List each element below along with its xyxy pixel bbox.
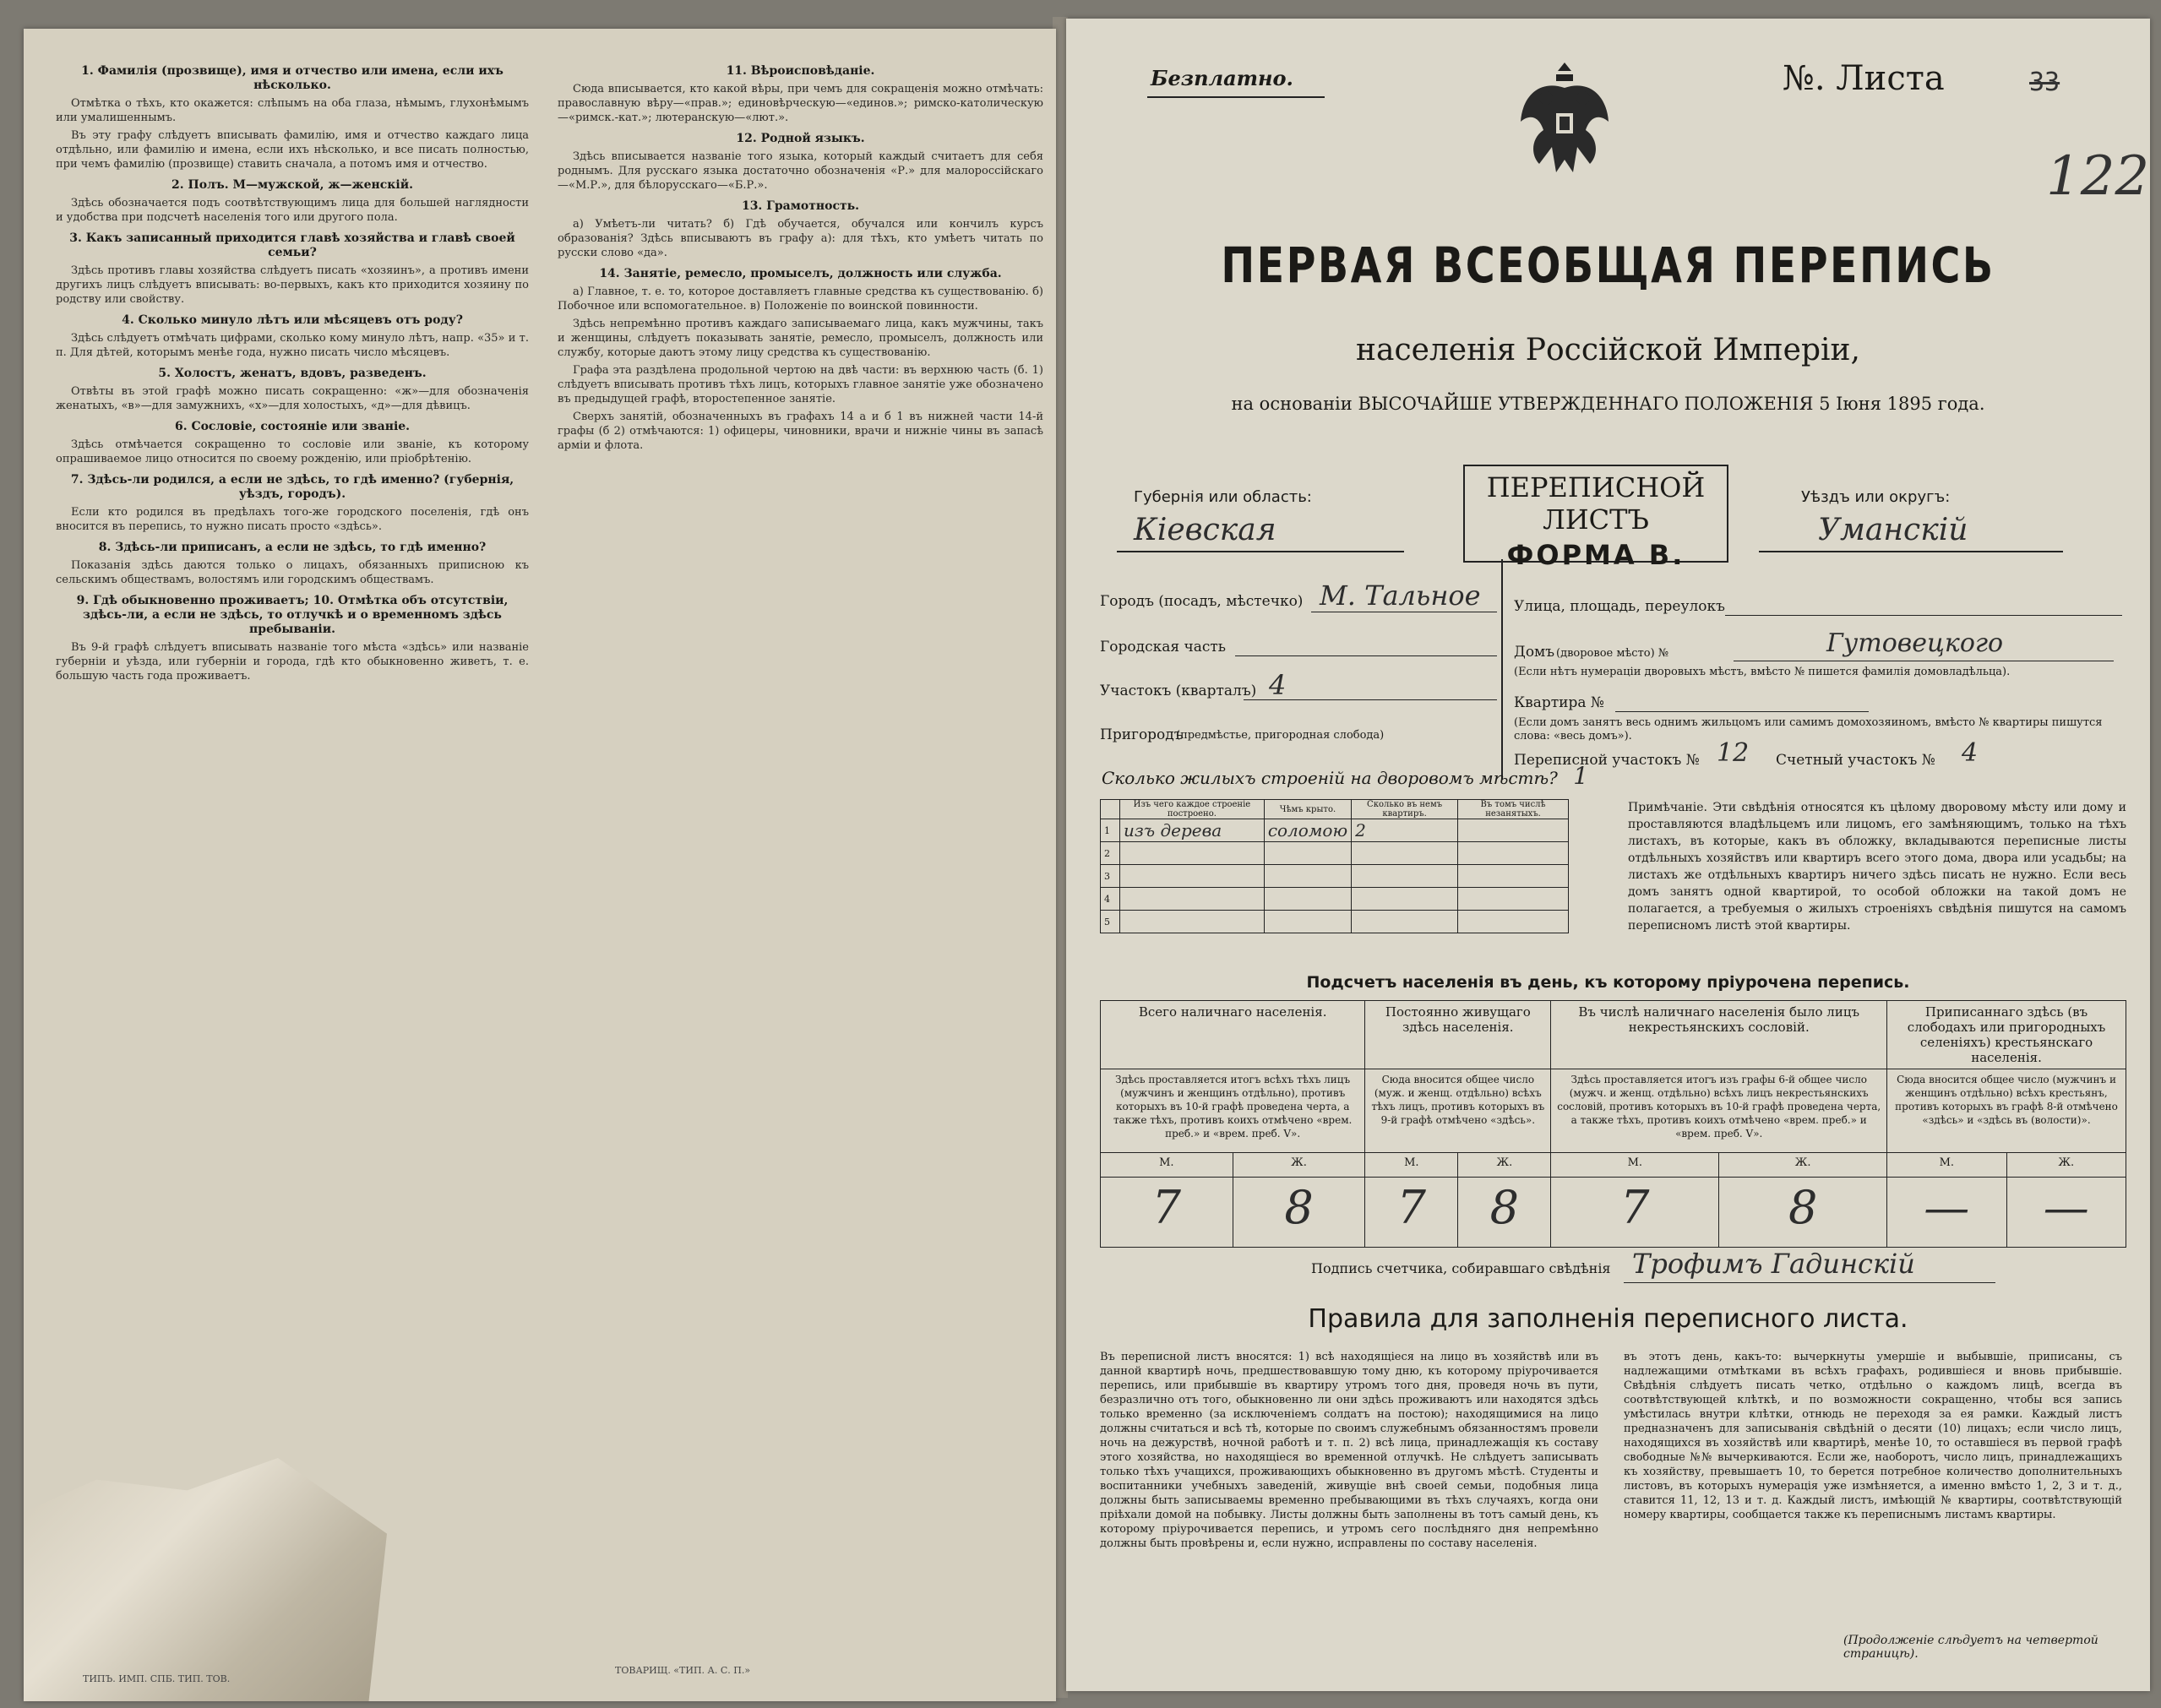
count-col-peasant-desc: Сюда вносится общее число (мужчинъ и женщинъ отдѣльно) всѣхъ крестьянъ, противъ которыхъ въ графѣ 8-й отмѣчено «здѣсь» и «здѣсь въ (волости)». (1887, 1069, 2126, 1153)
instruction-paragraph: Въ эту графу слѣдуетъ вписывать фамилію, имя и отчество каждаго лица отдѣльно, или фамилію и имена, если ихъ нѣсколько, и все писать полностью, при чемъ фамилію (прозвище) ставить сначала, а потомъ имя и отчество. (56, 129, 529, 171)
instruction-paragraph: Показанія здѣсь даются только о лицахъ, обязанныхъ приписною къ сельскимъ обществамъ, волостямъ или городскимъ обществамъ. (56, 559, 529, 586)
rules-text-column-b: въ этотъ день, какъ-то: вычеркнуты умершіе и выбывшіе, приписаны, съ надлежащими отмѣтками въ всѣхъ графахъ, родившіеся и вновь прибывшіе. Свѣдѣнія слѣдуетъ писать четко, отдѣльно о каждомъ лицѣ, всегда въ соотвѣтствующей клѣткѣ, и по возможности сокращенно, чтобы вся запись умѣстилась внутри клѣтки, отнюдь не переходя за ея рамки. Каждый листъ предназначенъ для записыванія свѣдѣній о десяти (10) лицахъ; если число лицъ, находящихся въ хозяйствѣ или квартирѣ, менѣе 10, то оставшіеся въ первой графѣ свободные №№ вычеркиваются. Если же, наоборотъ, число лицъ, принадлежащихъ къ хозяйству, превышаетъ 10, то берется потребное количество дополнительныхъ листовъ, въ которыхъ нумерація уже измѣняется, а именно вмѣсто 1, 2, 3 и т. д., ставится 11, 12, 13 и т. д. Каждый листъ, имѣющій № квартиры, соотвѣтствующій номеру квартиры, сообщается также къ переписнымъ листамъ квартиры. (1624, 1351, 2122, 1521)
male-label: М. (1365, 1153, 1458, 1178)
house-note: (дворовое мѣсто) № (1556, 647, 1669, 660)
section-label: Участокъ (кварталъ) (1100, 683, 1257, 699)
left-page-instructions (24, 29, 1056, 1701)
form-title: ПЕРЕПИСНОЙ ЛИСТЪ (1486, 471, 1706, 536)
instruction-heading: 12. Родной языкъ. (736, 132, 865, 145)
dwelling-row (1101, 911, 1569, 933)
dwelling-cell-material (1120, 888, 1265, 911)
dwelling-cell-n: 2 (1101, 842, 1120, 865)
dwelling-cell-apts (1352, 911, 1458, 933)
count-col-non-peasant-head: Въ числѣ наличнаго населенія было лицъ некрестьянскихъ сословій. (1551, 1001, 1887, 1069)
total-male-value: 7 (1101, 1178, 1233, 1248)
dwelling-cell-roof: соломою (1264, 819, 1351, 842)
rules-title: Правила для заполненія переписного листа. (1308, 1304, 1908, 1334)
town-value: М. Тальное (1320, 579, 1481, 612)
instruction-heading: 3. Какъ записанный приходится главѣ хозяйства и главѣ своей семьи? (69, 231, 515, 259)
apartment-underline (1615, 711, 1869, 712)
instruction-paragraph: Здѣсь отмѣчается сокращенно то сословіе или званіе, къ которому опрашиваемое лицо относится по своему рожденію, или пріобрѣтенію. (56, 438, 529, 465)
census-subtitle: населенія Россійской Имперіи, (1356, 333, 1860, 367)
legal-basis-line: на основаніи ВЫСОЧАЙШЕ УТВЕРЖДЕННАГО ПОЛОЖЕНІЯ 5 Іюня 1895 года. (1231, 394, 1985, 414)
dwelling-cell-empty (1458, 888, 1569, 911)
instruction-heading: 11. Вѣроисповѣданіе. (726, 64, 875, 78)
house-label: Домъ (1514, 644, 1555, 661)
dwelling-cell-empty (1458, 865, 1569, 888)
dwelling-cell-material (1120, 842, 1265, 865)
enumerator-signature-label: Подпись счетчика, собиравшаго свѣдѣнія (1311, 1260, 1611, 1276)
dwelling-cell-empty (1458, 842, 1569, 865)
count-col-permanent-head: Постоянно живущаго здѣсь населенія. (1365, 1001, 1551, 1069)
town-part-label: Городская часть (1100, 639, 1227, 655)
instructions-column-b (558, 57, 1043, 456)
dwelling-cell-material: изъ дерева (1120, 819, 1265, 842)
dwelling-cell-n: 1 (1101, 819, 1120, 842)
instruction-paragraph: а) Умѣетъ-ли читать? б) Гдѣ обучается, обучался или кончилъ курсъ образованія? Здѣсь вписываютъ въ графу а): для тѣхъ, кто умѣетъ читать по русски слово «да». (558, 218, 1043, 259)
suburb-label: Пригородъ (1100, 726, 1184, 743)
dwelling-table (1100, 799, 1569, 933)
male-label: М. (1887, 1153, 2006, 1178)
female-label: Ж. (1719, 1153, 1887, 1178)
instruction-heading: 1. Фамилія (прозвище), имя и отчество или имена, если ихъ нѣсколько. (81, 64, 504, 92)
instruction-paragraph: Здѣсь обозначается подъ соотвѣтствующимъ лица для большей наглядности и удобства при подсчетѣ населенія того или другого пола. (56, 197, 529, 224)
instruction-paragraph: Если кто родился въ предѣлахъ того-же городского поселенія, гдѣ онъ вносится въ перепись, то нужно писать просто «здѣсь». (56, 506, 529, 533)
dwelling-remark: Примѣчаніе. Эти свѣдѣнія относятся къ цѣлому дворовому мѣсту или дому и проставляются владѣльцемъ или лицомъ, его замѣняющимъ, только на тѣхъ листахъ, въ которые, какъ въ обложку, вкладываются переписные листы отдѣльныхъ хозяйствъ или квартиръ всего этого дома, двора или усадьбы; на листахъ же отдѣльныхъ квартиръ ничего здѣсь писать не нужно. Если весь домъ занятъ одной квартирой, то особой обложки на такой домъ не полагается, а требуемыя о жилыхъ строеніяхъ свѣдѣнія пишутся на самомъ переписномъ листѣ этой квартиры. (1628, 801, 2126, 933)
signature-underline (1624, 1282, 1995, 1283)
dwelling-cell-material (1120, 911, 1265, 933)
town-part-underline (1235, 655, 1497, 656)
apartment-label: Квартира № (1514, 694, 1604, 711)
instruction-paragraph: Графа эта раздѣлена продольной чертою на двѣ части: въ верхнюю часть (б. 1) слѣдуетъ вписывать противъ тѣхъ лицъ, которыхъ главное занятіе уже обозначено въ предыдущей графѣ, второстепенное занятіе. (558, 364, 1043, 405)
dwelling-cell-roof (1264, 888, 1351, 911)
instruction-paragraph: Здѣсь непремѣнно противъ каждаго записываемаго лица, какъ мужчины, такъ и женщины, слѣдуетъ показывать занятіе, ремесло, промыселъ, должность или службу, которые даютъ этому лицу средства къ существованію. (558, 318, 1043, 359)
peasant-female-value: — (2006, 1178, 2126, 1248)
peasant-male-value: — (1887, 1178, 2006, 1248)
dwelling-row (1101, 842, 1569, 865)
instruction-heading: 7. Здѣсь-ли родился, а если не здѣсь, то гдѣ именно? (губернія, уѣздъ, городъ). (70, 473, 514, 501)
dwelling-row (1101, 819, 1569, 842)
dwelling-col-apartments: Сколько въ немъ квартиръ. (1352, 800, 1458, 819)
instruction-paragraph: Здѣсь противъ главы хозяйства слѣдуетъ писать «хозяинъ», а противъ имени другихъ лицъ слѣдуетъ вписывать: во-первыхъ, какъ кто приходится хозяину по родству или свойству. (56, 264, 529, 306)
female-label: Ж. (2006, 1153, 2126, 1178)
dwelling-col-roof: Чѣмъ крыто. (1264, 800, 1351, 819)
free-underline (1147, 96, 1325, 98)
dwelling-cell-material (1120, 865, 1265, 888)
printer-imprint-left: ТИПЪ. ИМП. СПБ. ТИП. ТОВ. (83, 1673, 231, 1684)
census-section-value: 12 (1717, 738, 1750, 768)
dwelling-cell-roof (1264, 911, 1351, 933)
dwelling-cell-apts: 2 (1352, 819, 1458, 842)
section-value: 4 (1269, 669, 1287, 701)
permanent-female-value: 8 (1458, 1178, 1551, 1248)
census-section-label: Переписной участокъ № (1514, 752, 1700, 769)
district-label: Уѣздъ или округъ: (1801, 488, 1951, 506)
dwelling-table-header (1101, 800, 1569, 819)
dwelling-question (1102, 762, 1588, 790)
dwelling-cell-n: 4 (1101, 888, 1120, 911)
sheet-number-value: 33 (2029, 68, 2060, 97)
rules-text-column-a: Въ переписной листъ вносятся: 1) всѣ находящіеся на лицо въ хозяйствѣ или въ данной квартирѣ ночь, предшествовавшую тому дню, къ которому пріурочивается перепись, или прибывшіе въ квартиру утромъ того дня, проведя ночь въ пути, безразлично отъ того, обыкновенно ли они здѣсь проживаютъ или находятся здѣсь только временно (за исключеніемъ солдатъ на постою); находящимися на лицо должны считаться и всѣ тѣ, которые по своимъ служебнымъ обязанностямъ провели ночь на дежурствѣ, ночной работѣ и т. п. 2) всѣ лица, принадлежащія къ составу этого хозяйства, но находящіеся во временной отлучкѣ. Не слѣдуетъ записывать только тѣхъ учащихся, проживающихъ обыкновенно въ другомъ мѣстѣ. Студенты и воспитанники учебныхъ заведеній, живущіе внѣ своей семьи, подобныя лица должны быть записываемы временно пребывающими въ тѣхъ случаяхъ, когда они пріѣхали домой на побывку. Листы должны быть заполнены въ тотъ самый день, къ которому пріурочивается перепись, и утромъ сего послѣдняго дня непремѣнно должны быть провѣрены и, если нужно, исправлены по составу населенія. (1100, 1351, 1598, 1550)
town-label: Городъ (посадъ, мѣстечко) (1100, 593, 1304, 610)
count-col-total-head: Всего наличнаго населенія. (1101, 1001, 1365, 1069)
street-underline (1725, 615, 2122, 616)
instruction-heading: 2. Полъ. М—мужской, ж—женскій. (171, 178, 413, 192)
instruction-paragraph: Сюда вписывается, кто какой вѣры, при чемъ для сокращенія можно отмѣчать: православную вѣру—«прав.»; единовѣрческую—«единов.»; римско-католическую—«римск.-кат.»; лютеранскую—«лют.». (558, 83, 1043, 124)
address-divider (1501, 559, 1503, 779)
instruction-paragraph: Сверхъ занятій, обозначенныхъ въ графахъ 14 а и б 1 въ нижней части 14-й графы (б 2) отмѣчаются: 1) офицеры, чиновники, врачи и нижніе чины въ запасѣ арміи и флота. (558, 411, 1043, 452)
section-underline (1244, 699, 1497, 700)
dwelling-cell-n: 3 (1101, 865, 1120, 888)
permanent-male-value: 7 (1365, 1178, 1458, 1248)
instruction-heading: 13. Грамотность. (741, 199, 860, 213)
instruction-paragraph: Отмѣтка о тѣхъ, кто окажется: слѣпымъ на оба глаза, нѣмымъ, глухонѣмымъ или умалишеннымъ. (56, 97, 529, 124)
free-label: Безплатно. (1151, 66, 1293, 90)
dwelling-cell-n: 5 (1101, 911, 1120, 933)
non-peasant-female-value: 8 (1719, 1178, 1887, 1248)
torn-paper-damage (24, 1431, 387, 1701)
instruction-heading: 4. Сколько минуло лѣтъ или мѣсяцевъ отъ роду? (122, 313, 463, 327)
street-label: Улица, площадь, переулокъ (1514, 598, 1725, 615)
total-female-value: 8 (1233, 1178, 1365, 1248)
census-title: ПЕРВАЯ ВСЕОБЩАЯ ПЕРЕПИСЬ (1221, 237, 1995, 294)
province-underline (1117, 551, 1404, 552)
form-type-box (1463, 465, 1728, 571)
house-value: Гутовецкого (1826, 628, 2004, 658)
dwelling-question-text: Сколько жилыхъ строеній на дворовомъ мѣстѣ? (1102, 768, 1558, 788)
count-col-peasant-head: Приписаннаго здѣсь (въ слободахъ или пригородныхъ селеніяхъ) крестьянскаго населенія. (1887, 1001, 2126, 1069)
apartment-hint: (Если домъ занятъ весь однимъ жильцомъ или самимъ домохозяиномъ, вмѣсто № квартиры пишутся слова: «весь домъ»). (1514, 716, 2103, 742)
sheet-number-label: №. Листа (1783, 59, 1945, 98)
instruction-paragraph: Отвѣты въ этой графѣ можно писать сокращенно: «ж»—для обозначенія женатыхъ, «в»—для замужнихъ, «х»—для холостыхъ, «д»—для дѣвицъ. (56, 385, 529, 412)
instruction-heading: 14. Занятіе, ремесло, промыселъ, должность или служба. (599, 267, 1002, 280)
province-label: Губернія или область: (1134, 488, 1312, 506)
continuation-note: (Продолженіе слѣдуетъ на четвертой страницѣ). (1843, 1634, 2098, 1661)
dwelling-col-number (1101, 800, 1120, 819)
district-underline (1759, 551, 2063, 552)
dwelling-col-empty: Въ томъ числѣ незанятыхъ. (1458, 800, 1569, 819)
form-letter: ФОРМА В. (1506, 539, 1685, 571)
house-hint: (Если нѣтъ нумераціи дворовыхъ мѣстъ, вмѣсто № пишется фамилія домовладѣльца). (1514, 666, 2011, 678)
suburb-note: (предмѣстье, пригородная слобода) (1176, 729, 1385, 742)
double-headed-eagle-emblem-icon (1505, 54, 1624, 189)
count-col-total-desc: Здѣсь проставляется итогъ всѣхъ тѣхъ лицъ (мужчинъ и женщинъ отдѣльно), противъ которыхъ въ 10-й графѣ проведена черта, а также тѣхъ, противъ коихъ отмѣчено «врем. преб.» и «врем. преб. V». (1101, 1069, 1365, 1153)
female-label: Ж. (1233, 1153, 1365, 1178)
male-label: М. (1101, 1153, 1233, 1178)
dwelling-cell-apts (1352, 842, 1458, 865)
count-section-value: 4 (1962, 738, 1979, 768)
dwelling-cell-empty (1458, 911, 1569, 933)
instructions-column-a (56, 57, 529, 687)
dwelling-cell-roof (1264, 842, 1351, 865)
dwelling-answer: 1 (1573, 762, 1589, 790)
instruction-heading: 5. Холостъ, женатъ, вдовъ, разведенъ. (158, 367, 427, 380)
male-label: М. (1551, 1153, 1719, 1178)
dwelling-cell-apts (1352, 865, 1458, 888)
dwelling-col-material: Изъ чего каждое строеніе построено. (1120, 800, 1265, 819)
instruction-heading: 9. Гдѣ обыкновенно проживаетъ; 10. Отмѣтка объ отсутствіи, здѣсь-ли, а если не здѣсь, то отлучкѣ и о временномъ здѣсь пребываніи. (76, 594, 509, 636)
count-col-permanent-desc: Сюда вносится общее число (муж. и женщ. отдѣльно) всѣхъ тѣхъ лицъ, противъ которыхъ въ 9-й графѣ отмѣчено «здѣсь». (1365, 1069, 1551, 1153)
instruction-paragraph: а) Главное, т. е. то, которое доставляетъ главные средства къ существованію. б) Побочное или вспомогательное. в) Положеніе по воинской повинности. (558, 286, 1043, 313)
handwritten-archive-number: 122 (2046, 145, 2150, 208)
count-section-label: Счетный участокъ № (1776, 752, 1935, 769)
right-page-census-form (1066, 19, 2150, 1691)
dwelling-row (1101, 888, 1569, 911)
district-value: Уманскій (1818, 513, 1968, 547)
province-value: Кіевская (1134, 513, 1276, 547)
female-label: Ж. (1458, 1153, 1551, 1178)
instruction-paragraph: Здѣсь слѣдуетъ отмѣчать цифрами, сколько кому минуло лѣтъ, напр. «35» и т. п. Для дѣтей, которымъ менѣе года, нужно писать число мѣсяцевъ. (56, 332, 529, 359)
non-peasant-male-value: 7 (1551, 1178, 1719, 1248)
dwelling-cell-empty (1458, 819, 1569, 842)
instruction-heading: 8. Здѣсь-ли приписанъ, а если не здѣсь, то гдѣ именно? (98, 541, 487, 554)
printer-imprint-mid: ТОВАРИЩ. «ТИП. А. С. П.» (615, 1665, 751, 1676)
instruction-heading: 6. Сословіе, состояніе или званіе. (174, 420, 411, 433)
dwelling-row (1101, 865, 1569, 888)
population-count-table (1100, 1000, 2126, 1248)
enumerator-signature-value: Трофимъ Гадинскій (1632, 1248, 1915, 1280)
instruction-paragraph: Здѣсь вписывается названіе того языка, который каждый считаетъ для себя роднымъ. Для русскаго языка достаточно обозначенія «Р.» для малороссійскаго—«М.Р.», для бѣлорусскаго—«Б.Р.». (558, 150, 1043, 192)
population-count-heading: Подсчетъ населенія въ день, къ которому пріурочена перепись. (1306, 973, 1910, 992)
dwelling-cell-apts (1352, 888, 1458, 911)
count-col-non-peasant-desc: Здѣсь проставляется итогъ изъ графы 6-й общее число (мужч. и женщ. отдѣльно) всѣхъ лицъ некрестьянскихъ сословій, противъ которыхъ въ 10-й графѣ проведена черта, а также тѣхъ, противъ коихъ отмѣчено «врем. преб.» и «врем. преб. V». (1551, 1069, 1887, 1153)
instruction-paragraph: Въ 9-й графѣ слѣдуетъ вписывать названіе того мѣста «здѣсь» или названіе губерніи и уѣзда, или губерніи и города, гдѣ кто обыкновенно живетъ, т. е. большую часть года проживаетъ. (56, 641, 529, 683)
dwelling-cell-roof (1264, 865, 1351, 888)
